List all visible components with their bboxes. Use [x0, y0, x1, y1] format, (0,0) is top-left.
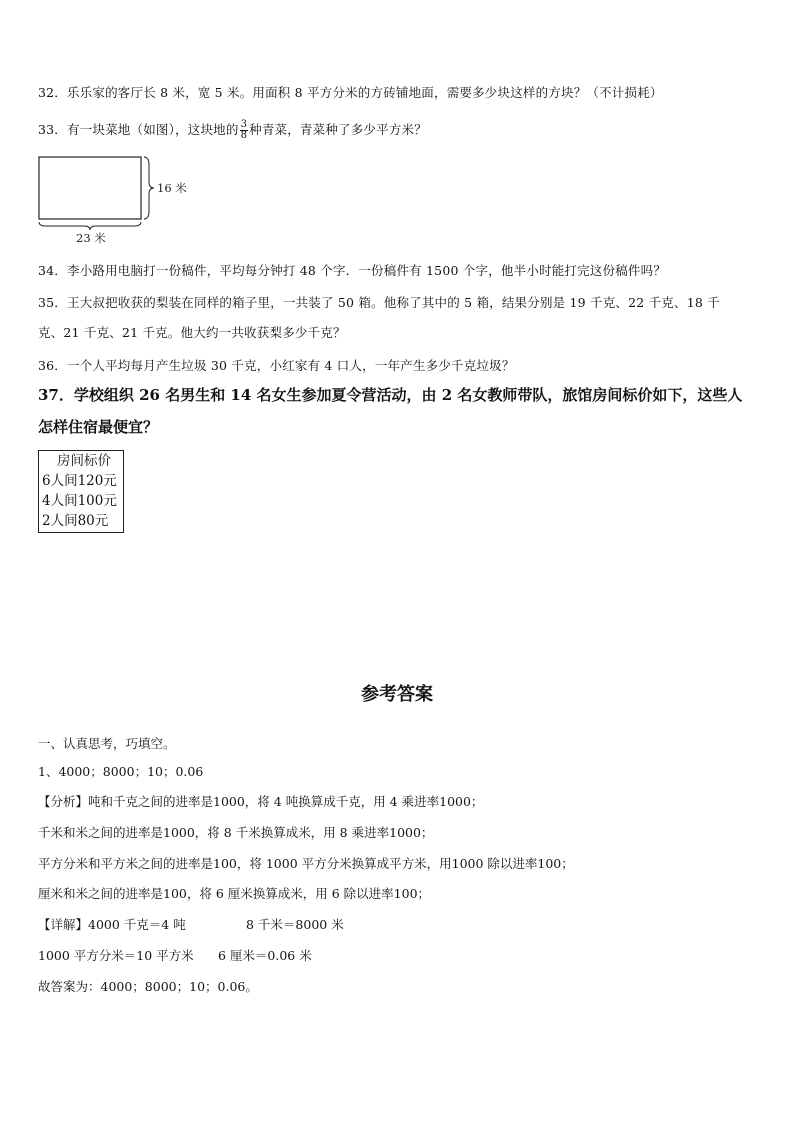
question-35-line1: 35．王大叔把收获的梨装在同样的箱子里，一共装了 50 箱。他称了其中的 5 箱，结果分别是 19 千克、22 千克、18 千: [38, 295, 720, 310]
answers-section-heading: 一、认真思考，巧填空。: [38, 736, 176, 751]
final-answer: 故答案为：4000；8000；10；0.06。: [38, 979, 258, 994]
fraction-denominator: 8: [240, 130, 248, 141]
price-table-row: 2人间80元: [42, 513, 109, 529]
price-table-header: 房间标价: [57, 453, 111, 469]
price-table: [38, 450, 124, 533]
question-34: 34．李小路用电脑打一份稿件，平均每分钟打 48 个字．一份稿件有 1500 个字，他半小时能打完这份稿件吗？: [38, 263, 667, 278]
question-33-text-pre: 33．有一块菜地（如图），这块地的: [38, 122, 239, 137]
question-32: 32．乐乐家的客厅长 8 米，宽 5 米。用面积 8 平方分米的方砖铺地面，需要多少块这样的方块？（不计损耗）: [38, 85, 663, 100]
width-label: 23 米: [76, 231, 106, 245]
question-33-text-post: 种青菜，青菜种了多少平方米？: [249, 122, 427, 137]
analysis-line: 厘米和米之间的进率是100，将 6 厘米换算成米，用 6 除以进率100；: [38, 886, 431, 901]
question-37-line2: 怎样住宿最便宜？: [38, 418, 159, 436]
height-brace: [144, 157, 154, 219]
height-label: 16 米: [157, 181, 187, 195]
question-33: [38, 120, 427, 141]
detail-line-b: 8 千米＝8000 米: [246, 917, 344, 932]
analysis-line: 千米和米之间的进率是1000，将 8 千米换算成米，用 8 乘进率1000；: [38, 825, 434, 840]
analysis-line: 平方分米和平方米之间的进率是100，将 1000 平方分米换算成平方米，用1000 除以进率100；: [38, 856, 574, 871]
question-37-line1: 37．学校组织 26 名男生和 14 名女生参加夏令营活动，由 2 名女教师带队，旅馆房间标价如下，这些人: [38, 386, 743, 404]
field-rectangle: [39, 157, 141, 219]
detail-line-a: 【详解】4000 千克＝4 吨: [38, 917, 186, 932]
fraction: [240, 120, 249, 141]
analysis-line: 【分析】吨和千克之间的进率是1000，将 4 吨换算成千克，用 4 乘进率1000；: [38, 794, 484, 809]
detail-line-c: 1000 平方分米＝10 平方米: [38, 948, 194, 963]
width-brace: [39, 222, 141, 230]
fraction-numerator: 3: [240, 119, 248, 130]
field-diagram: [36, 153, 196, 245]
detail-line-d: 6 厘米＝0.06 米: [218, 948, 312, 963]
price-table-row: 6人间120元: [42, 473, 117, 489]
price-table-row: 4人间100元: [42, 493, 117, 509]
question-35-line2: 克、21 千克、21 千克。他大约一共收获梨多少千克？: [38, 325, 346, 340]
answers-title: 参考答案: [361, 684, 433, 705]
question-36: 36．一个人平均每月产生垃圾 30 千克，小红家有 4 口人，一年产生多少千克垃圾？: [38, 358, 515, 373]
answer-1: 1、4000；8000；10；0.06: [38, 764, 204, 779]
